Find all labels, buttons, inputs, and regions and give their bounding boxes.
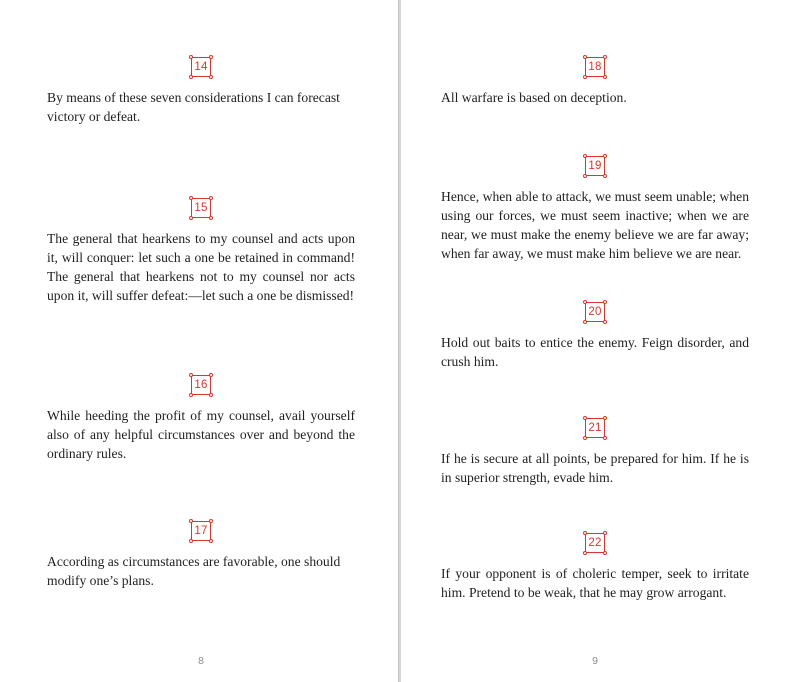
- verse-14: [47, 57, 355, 126]
- verse-text: While heeding the profit of my counsel, avail yourself also of any helpful circumstances over and beyond the ordinary rules.: [47, 408, 355, 461]
- verse-text: According as circumstances are favorable, one should modify one’s plans.: [47, 554, 341, 588]
- verse-number-badge: [191, 375, 211, 395]
- verse-number: 19: [588, 160, 602, 172]
- verse-text: If he is secure at all points, be prepared for him. If he is in superior strength, evade him.: [441, 451, 749, 485]
- verse-number: 17: [194, 525, 208, 537]
- verse-22: [441, 533, 749, 602]
- page-number: 9: [592, 655, 598, 667]
- verse-number: 21: [588, 422, 602, 434]
- verse-text: The general that hearkens to my counsel and acts upon it, will conquer: let such a one be retained in command! The general that hearkens not to my counsel nor acts upon it, will suffer defeat:—let such a one be dismissed!: [47, 231, 355, 303]
- verse-number-badge: [585, 302, 605, 322]
- verse-18: [441, 57, 749, 107]
- verse-number-badge: [585, 418, 605, 438]
- right-page: [401, 0, 800, 682]
- verse-15: [47, 198, 355, 305]
- verse-21: [441, 418, 749, 487]
- verse-number: 18: [588, 61, 602, 73]
- verse-number: 14: [194, 61, 208, 73]
- verse-text: Hold out baits to entice the enemy. Feign disorder, and crush him.: [441, 335, 749, 369]
- verse-number: 22: [588, 537, 602, 549]
- left-page: [0, 0, 398, 682]
- verse-number: 16: [194, 379, 208, 391]
- page-number: 8: [198, 655, 204, 667]
- verse-number-badge: [585, 533, 605, 553]
- verse-text: All warfare is based on deception.: [441, 90, 627, 105]
- verse-16: [47, 375, 355, 463]
- verse-number-badge: [191, 521, 211, 541]
- verse-text: If your opponent is of choleric temper, seek to irritate him. Pretend to be weak, that he may grow arrogant.: [441, 566, 749, 600]
- verse-number-badge: [191, 57, 211, 77]
- verse-number-badge: [585, 156, 605, 176]
- verse-number-badge: [191, 198, 211, 218]
- verse-17: [47, 521, 355, 590]
- verse-number-badge: [585, 57, 605, 77]
- verse-text: By means of these seven considerations I can forecast victory or defeat.: [47, 90, 340, 124]
- verse-19: [441, 156, 749, 263]
- verse-20: [441, 302, 749, 371]
- verse-number: 20: [588, 306, 602, 318]
- verse-number: 15: [194, 202, 208, 214]
- verse-text: Hence, when able to attack, we must seem unable; when using our forces, we must seem inactive; when we are near, we must make the enemy believe we are far away; when far away, we must make him believe we are near.: [441, 189, 749, 261]
